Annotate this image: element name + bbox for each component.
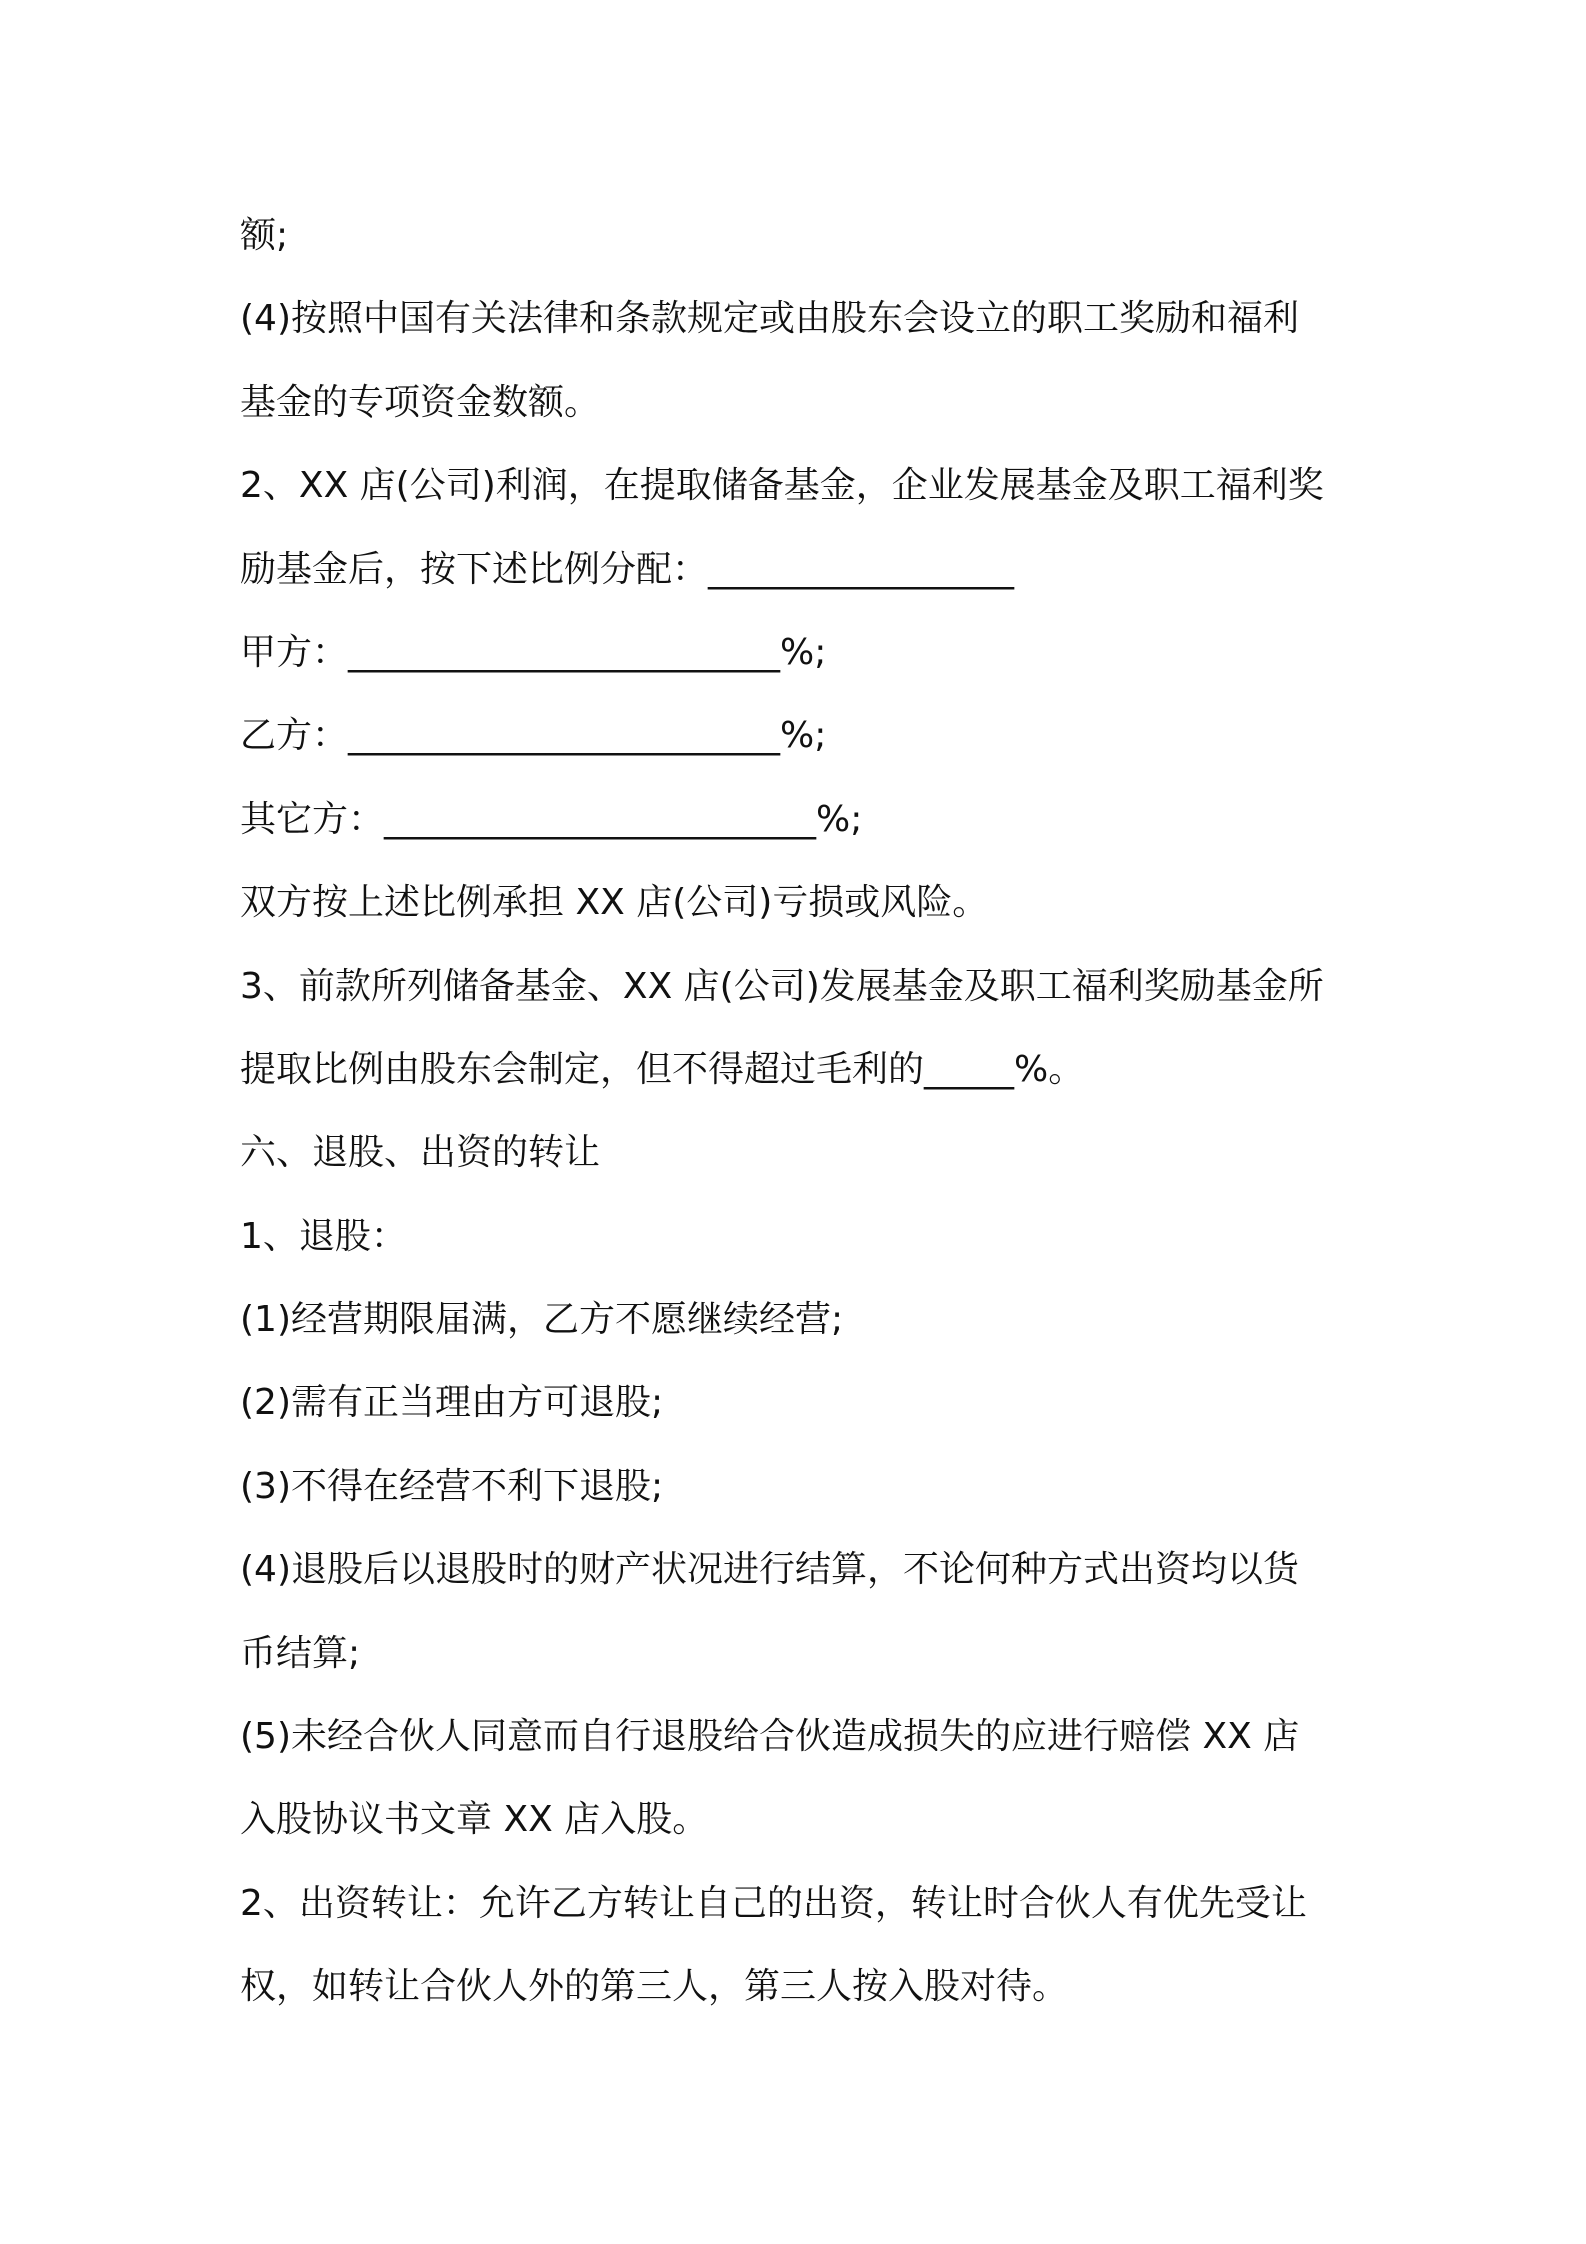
section-heading: 六、退股、出资的转让 — [240, 1132, 601, 1174]
text-line: (5)未经合伙人同意而自行退股给合伙造成损失的应进行赔偿 XX 店 — [240, 1716, 1300, 1758]
text-line: 乙方：________________________%; — [240, 715, 827, 757]
text-line: (1)经营期限届满，乙方不愿继续经营; — [240, 1299, 844, 1341]
text-line: 甲方：________________________%; — [240, 631, 827, 673]
text-line: 权，如转让合伙人外的第三人，第三人按入股对待。 — [240, 1966, 1069, 2008]
text-line: 3、前款所列储备基金、XX 店(公司)发展基金及职工福利奖励基金所 — [240, 965, 1324, 1007]
text-line: 2、出资转让：允许乙方转让自己的出资，转让时合伙人有优先受让 — [240, 1882, 1307, 1924]
text-line: 1、退股： — [240, 1215, 407, 1257]
text-line: 币结算; — [240, 1632, 361, 1674]
text-line: 入股协议书文章 XX 店入股。 — [240, 1799, 709, 1841]
text-line: 励基金后，按下述比例分配：_________________ — [240, 548, 1015, 590]
text-line: (3)不得在经营不利下退股; — [240, 1465, 664, 1507]
text-line: 额; — [240, 215, 289, 256]
text-line: 双方按上述比例承担 XX 店(公司)亏损或风险。 — [240, 882, 989, 924]
text-line: 提取比例由股东会制定，但不得超过毛利的_____%。 — [240, 1048, 1085, 1090]
document-body — [240, 194, 1370, 2029]
text-line: (4)按照中国有关法律和条款规定或由股东会设立的职工奖励和福利 — [240, 298, 1299, 340]
text-line: (2)需有正当理由方可退股; — [240, 1382, 664, 1424]
text-line: 基金的专项资金数额。 — [240, 381, 601, 423]
text-line: (4)退股后以退股时的财产状况进行结算，不论何种方式出资均以货 — [240, 1549, 1299, 1591]
text-line: 其它方：________________________%; — [240, 798, 863, 840]
text-line: 2、XX 店(公司)利润，在提取储备基金，企业发展基金及职工福利奖 — [240, 465, 1324, 507]
